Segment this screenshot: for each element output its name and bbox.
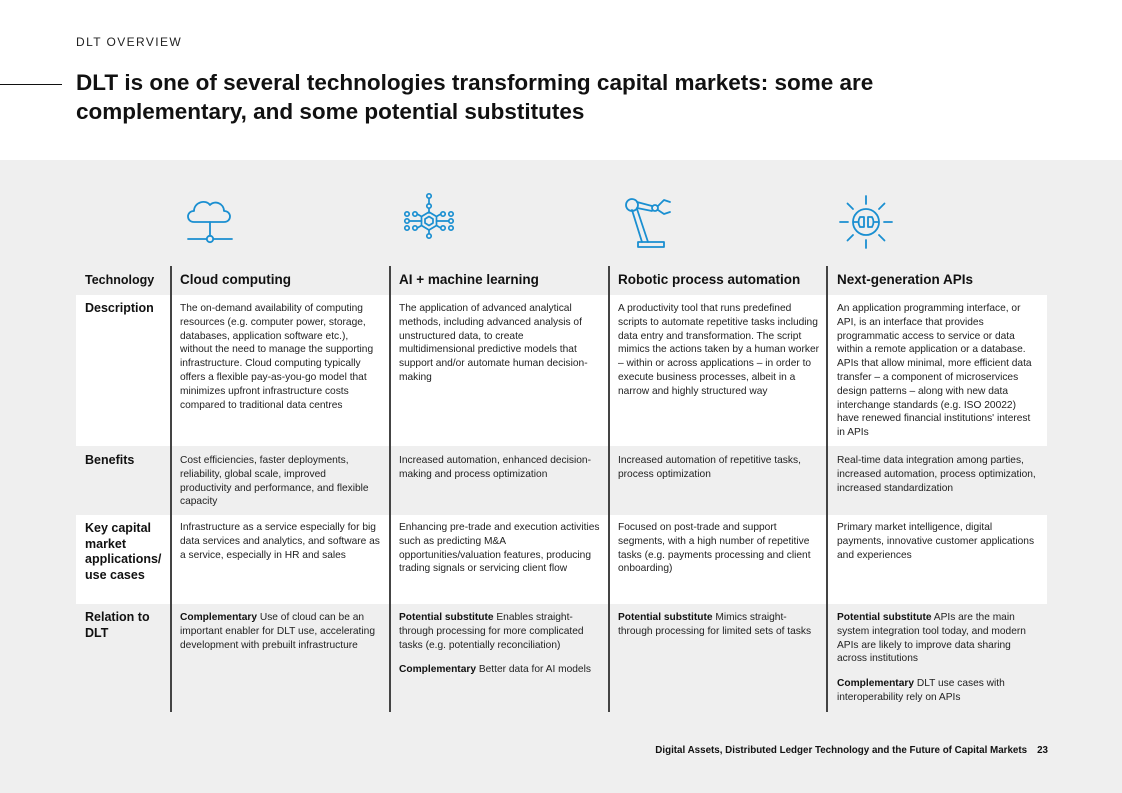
column-header-ai: AI + machine learning xyxy=(399,272,539,287)
page-title: DLT is one of several technologies transforming capital markets: some are complementary, and some potential substitutes xyxy=(76,70,874,124)
page-footer xyxy=(560,745,1048,756)
description-ai: The application of advanced analytical methods, including advanced analysis of unstructured data, to create multidimensional predictive models that support and/or automate human decision-making xyxy=(399,303,588,383)
row-header-relation: Relation to DLT xyxy=(85,610,150,640)
description-cloud: The on-demand availability of computing resources (e.g. computer power, storage, databases, application software etc.), without the need to manage the supporting infrastructure. Cloud computing typically offers a flexible pay-as-you-go model that minimizes upfront infrastructure costs compared to traditional data centres xyxy=(180,303,374,411)
relation-label: Complementary xyxy=(837,678,914,690)
row-header-description: Description xyxy=(85,301,154,315)
column-header-rpa: Robotic process automation xyxy=(618,272,801,287)
relation-text: Better data for AI models xyxy=(476,664,591,676)
cloud-network-icon xyxy=(180,192,240,252)
relation-rpa xyxy=(618,611,820,639)
publication-title: Digital Assets, Distributed Ledger Technology and the Future of Capital Markets xyxy=(655,745,1028,756)
column-header-apis: Next-generation APIs xyxy=(837,272,974,287)
relation-text: Enables straight-through processing for more complicated tasks (e.g. potentially reconciliation) xyxy=(399,612,584,651)
row-header-benefits: Benefits xyxy=(85,453,135,467)
description-rpa: A productivity tool that runs predefined scripts to automate repetitive tasks including data entry and transformation. The script mimics the actions taken by a human worker – within or across applications – in order to execute business processes, albeit in a narrow and highly structured way xyxy=(618,303,820,397)
relation-text: DLT use cases with interoperability rely on APIs xyxy=(837,678,1005,703)
row-header-use-cases: Key capital market applications/ use cases xyxy=(85,521,162,582)
neural-network-icon xyxy=(399,192,459,252)
use-cases-apis: Primary market intelligence, digital payments, innovative customer applications and experiences xyxy=(837,522,1035,561)
column-divider xyxy=(389,266,391,712)
title-rule xyxy=(0,84,62,85)
relation-label: Complementary xyxy=(399,664,476,676)
relation-label: Potential substitute xyxy=(618,612,713,623)
relation-cloud xyxy=(180,611,382,652)
relation-label: Potential substitute xyxy=(837,612,932,623)
use-cases-ai: Enhancing pre-trade and execution activities such as predicting M&A opportunities/valuation features, producing trading signals or servicing client flow xyxy=(399,522,600,575)
column-divider xyxy=(826,266,828,712)
benefits-ai: Increased automation, enhanced decision-making and process optimization xyxy=(399,455,591,480)
technology-label: Technology xyxy=(85,273,155,287)
relation-apis xyxy=(837,611,1039,705)
use-cases-cloud: Infrastructure as a service especially for big data services and analytics, and software as a service, especially in HR and sales xyxy=(180,522,380,561)
column-divider xyxy=(608,266,610,712)
section-label: DLT OVERVIEW xyxy=(76,35,183,49)
relation-text: Use of cloud can be an important enabler for DLT use, accelerating development with prebuilt infrastructure xyxy=(180,612,375,651)
relation-text: Mimics straight-through processing for limited sets of tasks xyxy=(618,612,812,637)
robotic-arm-icon xyxy=(618,192,678,252)
relation-label: Potential substitute xyxy=(399,612,494,623)
description-apis: An application programming interface, or API, is an interface that provides programmatic access to service or data within a remote application or a database. APIs that allow minimal, more efficient data transfer – a component of microservices design patterns – along with new data interchange standards (e.g. ISO 20022) have renewed financial institutions' interest in APIs xyxy=(837,303,1032,439)
relation-ai xyxy=(399,611,601,677)
column-divider xyxy=(170,266,172,712)
relation-text: APIs are the main system integration tool today, and modern APIs are likely to improve data sharing across institutions xyxy=(837,612,1026,665)
relation-label: Complementary xyxy=(180,612,257,623)
column-header-cloud: Cloud computing xyxy=(180,272,291,287)
use-cases-rpa: Focused on post-trade and support segments, with a high number of repetitive tasks (e.g. payments processing and client onboarding) xyxy=(618,522,811,575)
benefits-cloud: Cost efficiencies, faster deployments, reliability, global scale, improved productivity and performance, and flexible capacity xyxy=(180,455,369,508)
api-plug-icon xyxy=(836,192,896,252)
benefits-rpa: Increased automation of repetitive tasks, process optimization xyxy=(618,455,801,480)
page-number: 23 xyxy=(1037,745,1048,756)
benefits-apis: Real-time data integration among parties, increased automation, process optimization, increased standardization xyxy=(837,455,1036,494)
